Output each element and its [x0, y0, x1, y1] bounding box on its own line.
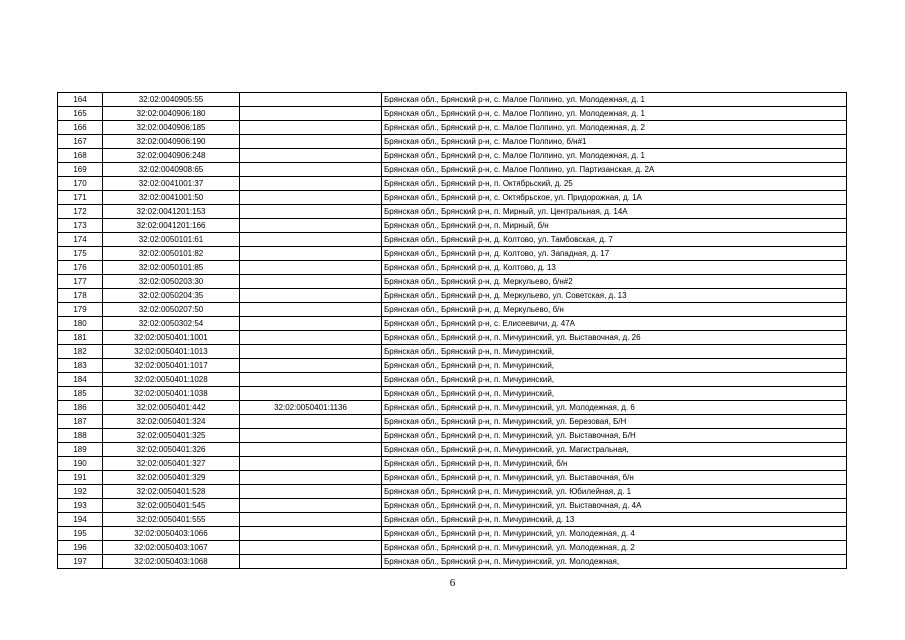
address-cell: Брянская обл., Брянский р-н, д. Меркульево, б/н	[382, 303, 847, 317]
related-cadastral-cell	[240, 93, 382, 107]
table-row	[58, 415, 847, 429]
row-number-cell: 174	[58, 233, 103, 247]
related-cadastral-cell	[240, 555, 382, 569]
row-number-cell: 166	[58, 121, 103, 135]
table-row	[58, 513, 847, 527]
table-row	[58, 107, 847, 121]
related-cadastral-cell	[240, 485, 382, 499]
table-row	[58, 135, 847, 149]
row-number-cell: 192	[58, 485, 103, 499]
related-cadastral-cell	[240, 471, 382, 485]
cadastral-number-cell: 32:02:0050207:50	[103, 303, 240, 317]
table-row	[58, 485, 847, 499]
address-cell: Брянская обл., Брянский р-н, п. Мичуринский, ул. Выставочная, б/н	[382, 471, 847, 485]
related-cadastral-cell	[240, 233, 382, 247]
cadastral-number-cell: 32:02:0040906:185	[103, 121, 240, 135]
cadastral-number-cell: 32:02:0050401:324	[103, 415, 240, 429]
address-cell: Брянская обл., Брянский р-н, п. Мирный, ул. Центральная, д. 14А	[382, 205, 847, 219]
property-table-body	[58, 93, 847, 569]
cadastral-number-cell: 32:02:0041201:153	[103, 205, 240, 219]
row-number-cell: 190	[58, 457, 103, 471]
address-cell: Брянская обл., Брянский р-н, п. Мичуринский, ул. Молодежная,	[382, 555, 847, 569]
address-cell: Брянская обл., Брянский р-н, с. Малое Полпино, ул. Молодежная, д. 2	[382, 121, 847, 135]
related-cadastral-cell	[240, 163, 382, 177]
address-cell: Брянская обл., Брянский р-н, с. Малое Полпино, ул. Молодежная, д. 1	[382, 93, 847, 107]
row-number-cell: 194	[58, 513, 103, 527]
row-number-cell: 182	[58, 345, 103, 359]
address-cell: Брянская обл., Брянский р-н, п. Мичуринский, ул. Молодежная, д. 2	[382, 541, 847, 555]
address-cell: Брянская обл., Брянский р-н, п. Мичуринский,	[382, 373, 847, 387]
row-number-cell: 189	[58, 443, 103, 457]
related-cadastral-cell	[240, 415, 382, 429]
cadastral-number-cell: 32:02:0050401:329	[103, 471, 240, 485]
table-row	[58, 401, 847, 415]
address-cell: Брянская обл., Брянский р-н, п. Мичуринский, ул. Магистральная,	[382, 443, 847, 457]
cadastral-number-cell: 32:02:0040906:180	[103, 107, 240, 121]
row-number-cell: 180	[58, 317, 103, 331]
table-row	[58, 289, 847, 303]
cadastral-number-cell: 32:02:0050401:555	[103, 513, 240, 527]
row-number-cell: 181	[58, 331, 103, 345]
related-cadastral-cell	[240, 331, 382, 345]
row-number-cell: 184	[58, 373, 103, 387]
table-row	[58, 205, 847, 219]
property-table	[57, 92, 847, 569]
address-cell: Брянская обл., Брянский р-н, п. Мичуринский, ул. Выставочная, Б/Н	[382, 429, 847, 443]
address-cell: Брянская обл., Брянский р-н, п. Мичуринский,	[382, 359, 847, 373]
cadastral-number-cell: 32:02:0040908:65	[103, 163, 240, 177]
related-cadastral-cell	[240, 289, 382, 303]
cadastral-number-cell: 32:02:0050403:1068	[103, 555, 240, 569]
cadastral-number-cell: 32:02:0050401:1038	[103, 387, 240, 401]
related-cadastral-cell	[240, 359, 382, 373]
row-number-cell: 165	[58, 107, 103, 121]
cadastral-number-cell: 32:02:0041001:50	[103, 191, 240, 205]
row-number-cell: 186	[58, 401, 103, 415]
address-cell: Брянская обл., Брянский р-н, с. Малое Полпино, ул. Молодежная, д. 1	[382, 107, 847, 121]
row-number-cell: 196	[58, 541, 103, 555]
related-cadastral-cell	[240, 457, 382, 471]
table-row	[58, 457, 847, 471]
address-cell: Брянская обл., Брянский р-н, п. Мичуринский, ул. Выставочная, д. 4А	[382, 499, 847, 513]
table-row	[58, 429, 847, 443]
related-cadastral-cell	[240, 429, 382, 443]
row-number-cell: 187	[58, 415, 103, 429]
address-cell: Брянская обл., Брянский р-н, п. Мичуринский, ул. Юбилейная, д. 1	[382, 485, 847, 499]
cadastral-number-cell: 32:02:0050401:1028	[103, 373, 240, 387]
address-cell: Брянская обл., Брянский р-н, д. Колтово, д. 13	[382, 261, 847, 275]
address-cell: Брянская обл., Брянский р-н, п. Мичуринский, ул. Выставочная, д. 26	[382, 331, 847, 345]
table-row	[58, 191, 847, 205]
table-row	[58, 219, 847, 233]
related-cadastral-cell	[240, 499, 382, 513]
cadastral-number-cell: 32:02:0040906:248	[103, 149, 240, 163]
row-number-cell: 167	[58, 135, 103, 149]
row-number-cell: 178	[58, 289, 103, 303]
table-row	[58, 387, 847, 401]
row-number-cell: 168	[58, 149, 103, 163]
row-number-cell: 183	[58, 359, 103, 373]
related-cadastral-cell	[240, 247, 382, 261]
address-cell: Брянская обл., Брянский р-н, п. Мичуринский, ул. Молодежная, д. 6	[382, 401, 847, 415]
row-number-cell: 185	[58, 387, 103, 401]
related-cadastral-cell	[240, 121, 382, 135]
table-row	[58, 373, 847, 387]
address-cell: Брянская обл., Брянский р-н, с. Елисеевичи, д. 47А	[382, 317, 847, 331]
row-number-cell: 188	[58, 429, 103, 443]
related-cadastral-cell	[240, 177, 382, 191]
table-row	[58, 499, 847, 513]
table-row	[58, 443, 847, 457]
address-cell: Брянская обл., Брянский р-н, с. Малое Полпино, б/н#1	[382, 135, 847, 149]
related-cadastral-cell	[240, 513, 382, 527]
cadastral-number-cell: 32:02:0041201:166	[103, 219, 240, 233]
row-number-cell: 164	[58, 93, 103, 107]
address-cell: Брянская обл., Брянский р-н, с. Малое Полпино, ул. Партизанская, д. 2А	[382, 163, 847, 177]
table-row	[58, 149, 847, 163]
address-cell: Брянская обл., Брянский р-н, с. Октябрьское, ул. Придорожная, д. 1А	[382, 191, 847, 205]
table-row	[58, 247, 847, 261]
table-row	[58, 163, 847, 177]
table-row	[58, 555, 847, 569]
cadastral-number-cell: 32:02:0050101:61	[103, 233, 240, 247]
table-row	[58, 121, 847, 135]
address-cell: Брянская обл., Брянский р-н, п. Мичуринский,	[382, 387, 847, 401]
related-cadastral-cell	[240, 443, 382, 457]
related-cadastral-cell	[240, 261, 382, 275]
cadastral-number-cell: 32:02:0050401:1001	[103, 331, 240, 345]
related-cadastral-cell	[240, 345, 382, 359]
row-number-cell: 173	[58, 219, 103, 233]
cadastral-number-cell: 32:02:0040905:55	[103, 93, 240, 107]
address-cell: Брянская обл., Брянский р-н, п. Мичуринский, ул. Березовая, Б/Н	[382, 415, 847, 429]
cadastral-number-cell: 32:02:0050101:82	[103, 247, 240, 261]
row-number-cell: 171	[58, 191, 103, 205]
related-cadastral-cell	[240, 275, 382, 289]
page-number: 6	[449, 577, 456, 589]
row-number-cell: 175	[58, 247, 103, 261]
row-number-cell: 179	[58, 303, 103, 317]
address-cell: Брянская обл., Брянский р-н, п. Мичуринский, д. 13	[382, 513, 847, 527]
related-cadastral-cell	[240, 205, 382, 219]
cadastral-number-cell: 32:02:0050401:1017	[103, 359, 240, 373]
address-cell: Брянская обл., Брянский р-н, п. Октябрьский, д. 25	[382, 177, 847, 191]
address-cell: Брянская обл., Брянский р-н, п. Мирный, б/н	[382, 219, 847, 233]
cadastral-number-cell: 32:02:0050204:35	[103, 289, 240, 303]
cadastral-number-cell: 32:02:0050401:325	[103, 429, 240, 443]
cadastral-number-cell: 32:02:0050203:30	[103, 275, 240, 289]
cadastral-number-cell: 32:02:0050401:528	[103, 485, 240, 499]
table-row	[58, 359, 847, 373]
cadastral-number-cell: 32:02:0050403:1066	[103, 527, 240, 541]
cadastral-number-cell: 32:02:0050403:1067	[103, 541, 240, 555]
address-cell: Брянская обл., Брянский р-н, д. Меркульево, б/н#2	[382, 275, 847, 289]
related-cadastral-cell	[240, 149, 382, 163]
row-number-cell: 193	[58, 499, 103, 513]
table-row	[58, 275, 847, 289]
related-cadastral-cell	[240, 219, 382, 233]
row-number-cell: 195	[58, 527, 103, 541]
related-cadastral-cell	[240, 317, 382, 331]
cadastral-number-cell: 32:02:0050401:326	[103, 443, 240, 457]
table-row	[58, 233, 847, 247]
related-cadastral-cell	[240, 191, 382, 205]
table-row	[58, 317, 847, 331]
row-number-cell: 177	[58, 275, 103, 289]
address-cell: Брянская обл., Брянский р-н, п. Мичуринский, б/н	[382, 457, 847, 471]
table-row	[58, 471, 847, 485]
cadastral-number-cell: 32:02:0050101:85	[103, 261, 240, 275]
row-number-cell: 191	[58, 471, 103, 485]
table-row	[58, 303, 847, 317]
table-row	[58, 261, 847, 275]
address-cell: Брянская обл., Брянский р-н, д. Колтово, ул. Западная, д. 17	[382, 247, 847, 261]
related-cadastral-cell	[240, 387, 382, 401]
cadastral-number-cell: 32:02:0050401:327	[103, 457, 240, 471]
table-row	[58, 177, 847, 191]
cadastral-number-cell: 32:02:0040906:190	[103, 135, 240, 149]
address-cell: Брянская обл., Брянский р-н, с. Малое Полпино, ул. Молодежная, д. 1	[382, 149, 847, 163]
row-number-cell: 169	[58, 163, 103, 177]
address-cell: Брянская обл., Брянский р-н, д. Меркульево, ул. Советская, д. 13	[382, 289, 847, 303]
cadastral-number-cell: 32:02:0050401:442	[103, 401, 240, 415]
table-row	[58, 345, 847, 359]
cadastral-number-cell: 32:02:0050302:54	[103, 317, 240, 331]
cadastral-number-cell: 32:02:0050401:1013	[103, 345, 240, 359]
address-cell: Брянская обл., Брянский р-н, п. Мичуринский, ул. Молодежная, д. 4	[382, 527, 847, 541]
related-cadastral-cell: 32:02:0050401:1136	[240, 401, 382, 415]
row-number-cell: 172	[58, 205, 103, 219]
cadastral-number-cell: 32:02:0041001:37	[103, 177, 240, 191]
related-cadastral-cell	[240, 303, 382, 317]
table-row	[58, 331, 847, 345]
address-cell: Брянская обл., Брянский р-н, п. Мичуринский,	[382, 345, 847, 359]
related-cadastral-cell	[240, 527, 382, 541]
address-cell: Брянская обл., Брянский р-н, д. Колтово, ул. Тамбовская, д. 7	[382, 233, 847, 247]
table-row	[58, 527, 847, 541]
row-number-cell: 170	[58, 177, 103, 191]
row-number-cell: 197	[58, 555, 103, 569]
cadastral-number-cell: 32:02:0050401:545	[103, 499, 240, 513]
row-number-cell: 176	[58, 261, 103, 275]
table-row	[58, 93, 847, 107]
related-cadastral-cell	[240, 107, 382, 121]
table-row	[58, 541, 847, 555]
related-cadastral-cell	[240, 135, 382, 149]
related-cadastral-cell	[240, 541, 382, 555]
related-cadastral-cell	[240, 373, 382, 387]
